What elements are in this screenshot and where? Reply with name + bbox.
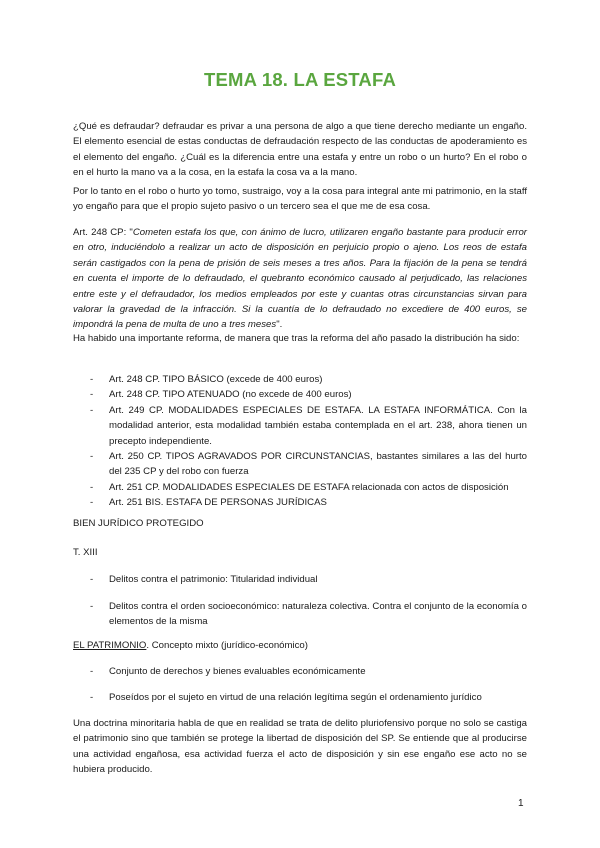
list-dash: - [90,574,94,585]
document-title: TEMA 18. LA ESTAFA [203,69,397,90]
patrimonio-label: EL PATRIMONIO [73,640,147,651]
list-item [73,664,527,679]
list-item-text: Poseídos por el sujeto en virtud de una relación legítima según el ordenamiento jurídico [109,692,482,703]
list-dash: - [90,451,94,463]
list-item-text: Art. 251 BIS. ESTAFA DE PERSONAS JURÍDICAS [109,497,327,509]
list-item-text: Conjunto de derechos y bienes evaluables económicamente [109,666,366,677]
reform-list [73,372,527,511]
art-248-quote: Cometen estafa los que, con ánimo de lucro, utilizaren engaño bastante para producir error en otro, induciéndolo a realizar un acto de disposición en perjuicio propio o ajeno. Los reos de estafa serán castigados con la pena de prisión de seis meses a tres años. Para la fijación de la pena se tendrá en cuenta el importe de lo defraudado, el quebranto económico causado al perjudicado, las relaciones entre este y el defraudador, los medios empleados por este y cuantas otras circunstancias sirvan para valorar la gravedad de la infracción. Si la cuantía de lo defraudado no excediere de 400 euros, se impondrá la pena de multa de uno a tres meses [73,227,527,331]
list-dash: - [90,389,94,401]
paragraph-reforma: Ha habido una importante reforma, de manera que tras la reforma del año pasado la distribución ha sido: [73,333,520,344]
list-item-text: Delitos contra el patrimonio: Titularidad individual [109,574,318,585]
list-item-text: Art. 250 CP. TIPOS AGRAVADOS POR CIRCUNSTANCIAS, bastantes similares a las del hurto del 235 CP y del robo con fuerza [109,451,527,478]
patrimonio-rest: . Concepto mixto (jurídico-económico) [146,640,308,651]
paragraph-art-248 [73,225,527,333]
paragraph-patrimonio [73,638,527,653]
list-item [73,387,527,402]
list-item-text: Art. 248 CP. TIPO BÁSICO (excede de 400 euros) [109,374,323,385]
list-item [73,599,527,630]
list-dash: - [90,497,94,509]
art-248-prefix: Art. 248 CP: " [73,227,133,238]
art-248-suffix: ". [276,319,283,331]
list-dash: - [90,481,94,493]
list-item-text: Art. 249 CP. MODALIDADES ESPECIALES DE ESTAFA. LA ESTAFA INFORMÁTICA. Con la modalidad anterior, esta modalidad también estaba contemplada en el art. 238, ahora tienen un precepto independiente. [109,404,527,447]
list-item [73,403,527,449]
delitos-list [73,572,527,587]
list-item [73,495,527,510]
patrimonio-list [73,664,527,679]
list-dash: - [90,374,94,385]
list-item-text: Delitos contra el orden socioeconómico: naturaleza colectiva. Contra el conjunto de la economía o elementos de la misma [109,601,527,628]
list-item-text: Art. 251 CP. MODALIDADES ESPECIALES DE ESTAFA relacionada con actos de disposición [109,481,509,493]
list-dash: - [90,692,94,703]
list-dash: - [90,601,94,612]
list-item [73,572,527,587]
list-item [73,690,527,705]
list-dash: - [90,666,94,677]
heading-bien-juridico: BIEN JURÍDICO PROTEGIDO [73,518,204,529]
heading-titulo: T. XIII [73,547,98,558]
list-item [73,449,527,480]
list-dash: - [90,404,94,416]
list-item [73,480,527,495]
page-number: 1 [518,798,524,809]
list-item-text: Art. 248 CP. TIPO ATENUADO (no excede de 400 euros) [109,389,352,401]
patrimonio-list-2 [73,690,527,705]
paragraph-pluriofensivo: Una doctrina minoritaria habla de que en realidad se trata de delito pluriofensivo porque no solo se castiga el patrimonio sino que también se protege la libertad de disposición del SP. Se entiende que al producirse una actividad engañosa, esa actividad fuerza el acto de disposición y sin ese engaño ese acto no se hubiera producido. [73,718,527,776]
paragraph-defraudar: ¿Qué es defraudar? defraudar es privar a una persona de algo a que tiene derecho mediante un engaño. El elemento esencial de estas conductas de defraudación respecto de las conductas de apoderamiento es el elemento del engaño. ¿Cuál es la diferencia entre una estafa y entre un robo o un hurto? En el robo o en el hurto la mano va a la cosa, en la estafa la cosa va a la mano. [73,121,527,179]
list-item [73,372,527,387]
delitos-list-2 [73,599,527,630]
paragraph-robo-hurto: Por lo tanto en el robo o hurto yo tomo, sustraigo, voy a la cosa para integral ante mi patrimonio, en la staff yo engaño para que el propio sujeto pasivo o un tercero sea el que me de esa cosa. [73,186,527,213]
